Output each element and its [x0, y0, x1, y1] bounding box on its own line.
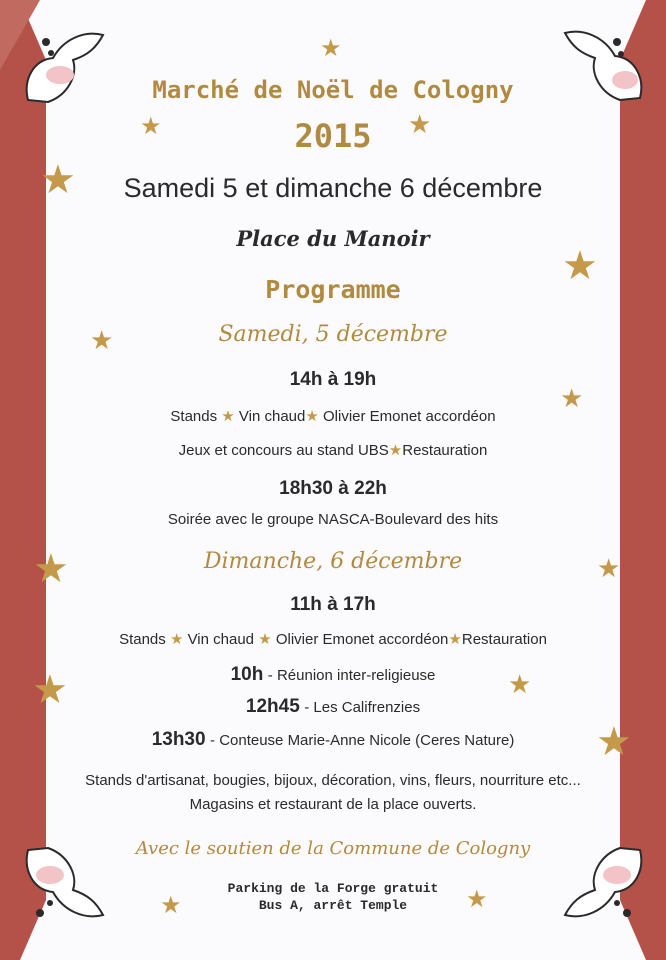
sunday-item: Restauration [461, 631, 547, 648]
sunday-event: 10h - Réunion inter-religieuse [230, 664, 436, 685]
event-time: 10h [230, 664, 264, 685]
star-icon: ★ [40, 157, 76, 203]
parking-info: Parking de la Forge gratuit [227, 881, 439, 896]
star-icon: ★ [160, 891, 182, 919]
general-line1: Stands d'artisanat, bougies, bijoux, décoration, vins, fleurs, nourriture etc... [85, 772, 581, 789]
sunday-item: Vin chaud [187, 631, 255, 648]
saturday-heading: Samedi, 5 décembre [218, 322, 448, 347]
star-icon: ★ [221, 408, 235, 425]
event-desc: Conteuse Marie-Anne Nicole (Ceres Nature) [219, 732, 515, 749]
star-icon: ★ [320, 34, 342, 62]
star-icon: ★ [408, 110, 432, 140]
saturday-slot1-time: 14h à 19h [289, 369, 377, 390]
programme-heading: Programme [265, 275, 401, 304]
event-desc: Réunion inter-religieuse [276, 667, 436, 684]
sunday-heading: Dimanche, 6 décembre [203, 549, 463, 574]
saturday-item: Olivier Emonet accordéon [322, 408, 496, 425]
event-time: 12h45 [245, 696, 300, 717]
saturday-slot2-time: 18h30 à 22h [279, 478, 387, 499]
event-time: 13h30 [151, 729, 206, 750]
sunday-event: 13h30 - Conteuse Marie-Anne Nicole (Ceres Nature) [151, 729, 515, 750]
star-icon: ★ [169, 631, 184, 648]
star-icon: ★ [508, 670, 532, 700]
star-icon: ★ [562, 243, 598, 289]
star-icon: ★ [388, 442, 403, 459]
star-icon: ★ [466, 885, 488, 913]
sunday-item: Olivier Emonet accordéon [275, 631, 449, 648]
star-icon: ★ [560, 384, 584, 414]
sunday-slot1-line1 [0, 630, 666, 648]
saturday-item: Restauration [402, 442, 488, 459]
event-title: Marché de Noël de Cologny [152, 76, 514, 104]
sunday-slot1-time: 11h à 17h [290, 594, 376, 615]
event-year: 2015 [294, 117, 372, 155]
event-place: Place du Manoir [236, 226, 430, 251]
saturday-item: Jeux et concours au stand UBS [178, 442, 389, 459]
support-line: Avec le soutien de la Commune de Cologny [135, 838, 531, 859]
star-icon: ★ [33, 546, 69, 592]
saturday-slot2-line1: Soirée avec le groupe NASCA-Boulevard des hits [167, 511, 499, 528]
general-line2: Magasins et restaurant de la place ouverts. [189, 796, 477, 813]
sunday-item: Stands [119, 631, 166, 648]
event-dates: Samedi 5 et dimanche 6 décembre [123, 173, 543, 203]
event-desc: Les Califrenzies [313, 699, 421, 716]
star-icon: ★ [597, 554, 621, 584]
saturday-slot1-line1 [0, 407, 666, 425]
saturday-item: Vin chaud [238, 408, 306, 425]
saturday-item: Stands [170, 408, 218, 425]
star-icon: ★ [32, 667, 68, 713]
star-icon: ★ [258, 631, 272, 648]
saturday-slot1-line2 [0, 441, 666, 459]
star-icon: ★ [305, 408, 319, 425]
star-icon: ★ [140, 112, 162, 140]
bus-info: Bus A, arrêt Temple [258, 898, 408, 913]
star-icon: ★ [448, 631, 462, 648]
sunday-event: 12h45 - Les Califrenzies [245, 696, 421, 717]
star-icon: ★ [596, 719, 632, 765]
star-icon: ★ [90, 326, 114, 356]
